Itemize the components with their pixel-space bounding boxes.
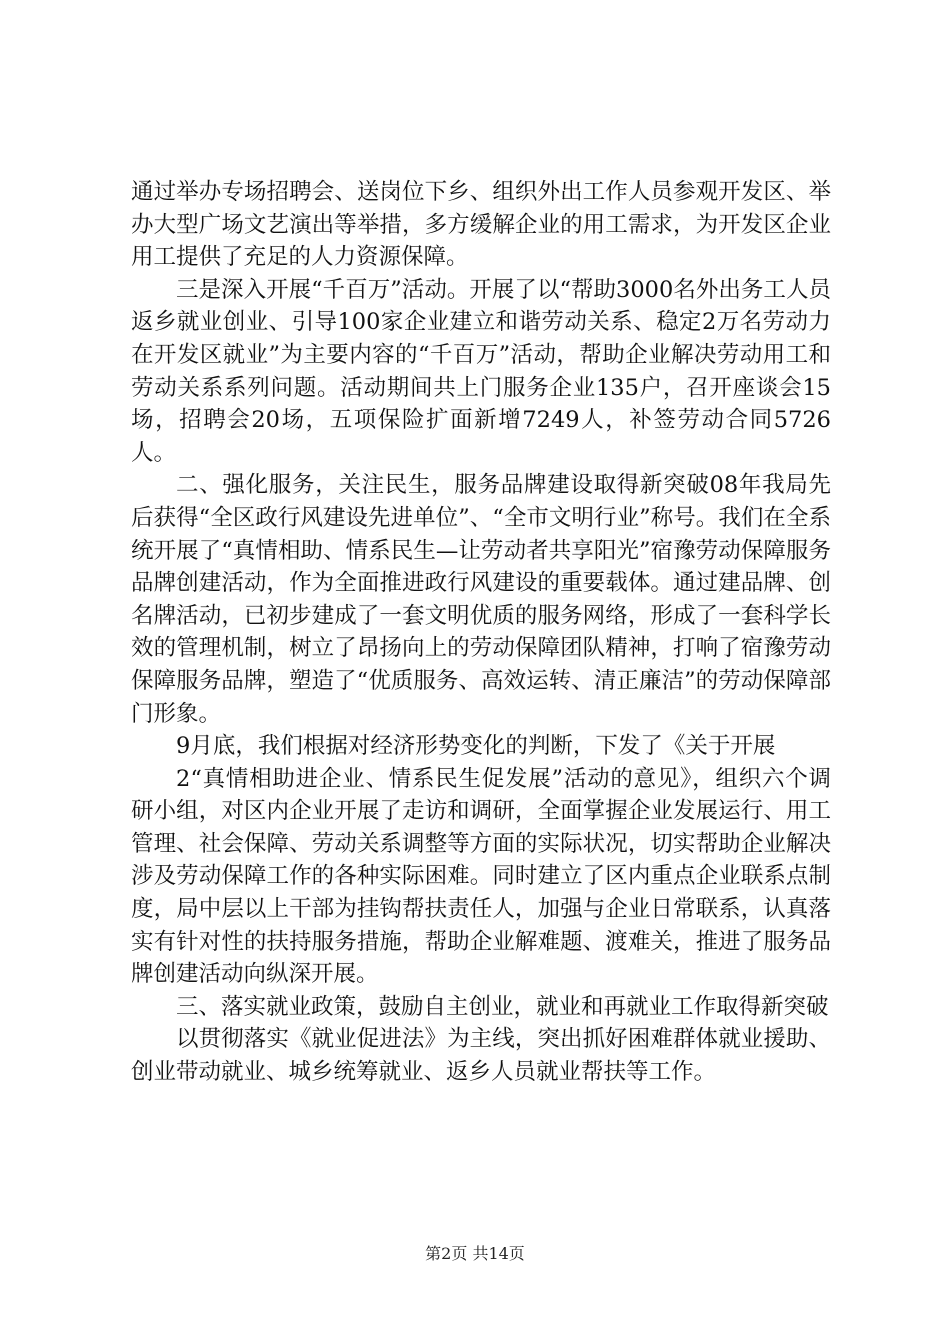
paragraph-service-brand: 二、强化服务，关注民生，服务品牌建设取得新突破08年我局先后获得“全区政行风建设先进单位”、“全市文明行业”称号。我们在全系统开展了“真情相助、情系民生—让劳动者共享阳光”宿豫劳动保障服务品牌创建活动，作为全面推进政行风建设的重要载体。通过建品牌、创名牌活动，已初步建成了一套文明优质的服务网络，形成了一套科学长效的管理机制，树立了昂扬向上的劳动保障团队精神，打响了宿豫劳动保障服务品牌，塑造了“优质服务、高效运转、清正廉洁”的劳动保障部门形象。 xyxy=(131,472,831,727)
paragraph-september: 9月底，我们根据对经济形势变化的判断，下发了《关于开展 xyxy=(176,733,776,760)
paragraph-employment-promotion: 以贯彻落实《就业促进法》为主线，突出抓好困难群体就业援助、创业带动就业、城乡统筹就业、返乡人员就业帮扶等工作。 xyxy=(131,1026,831,1086)
paragraph-activity-opinion: 2“真情相助进企业、情系民生促发展”活动的意见》，组织六个调研小组，对区内企业开展了走访和调研，全面掌握企业发展运行、用工管理、社会保障、劳动关系调整等方面的实际状况，切实帮助企业解决涉及劳动保障工作的各种实际困难。同时建立了区内重点企业联系点制度，局中层以上干部为挂钩帮扶责任人，加强与企业日常联系，认真落实有针对性的扶持服务措施，帮助企业解难题、渡难关，推进了服务品牌创建活动向纵深开展。 xyxy=(131,765,831,988)
paragraph-qianbaiwan: 三是深入开展“千百万”活动。开展了以“帮助3000名外出务工人员返乡就业创业、引导100家企业建立和谐劳动关系、稳定2万名劳动力在开发区就业”为主要内容的“千百万”活动，帮助企业解决劳动用工和劳动关系系列问题。活动期间共上门服务企业135户，召开座谈会15场，招聘会20场，五项保险扩面新增7249人，补签劳动合同5726人。 xyxy=(131,276,831,466)
page-footer xyxy=(0,1244,950,1264)
body-text xyxy=(131,176,831,1089)
paragraph-section-three-heading: 三、落实就业政策，鼓励自主创业，就业和再就业工作取得新突破 xyxy=(176,993,829,1020)
paragraph-recruitment: 通过举办专场招聘会、送岗位下乡、组织外出工作人员参观开发区、举办大型广场文艺演出等举措，多方缓解企业的用工需求，为开发区企业用工提供了充足的人力资源保障。 xyxy=(131,179,831,271)
page-number: 第2页 共14页 xyxy=(425,1244,525,1263)
